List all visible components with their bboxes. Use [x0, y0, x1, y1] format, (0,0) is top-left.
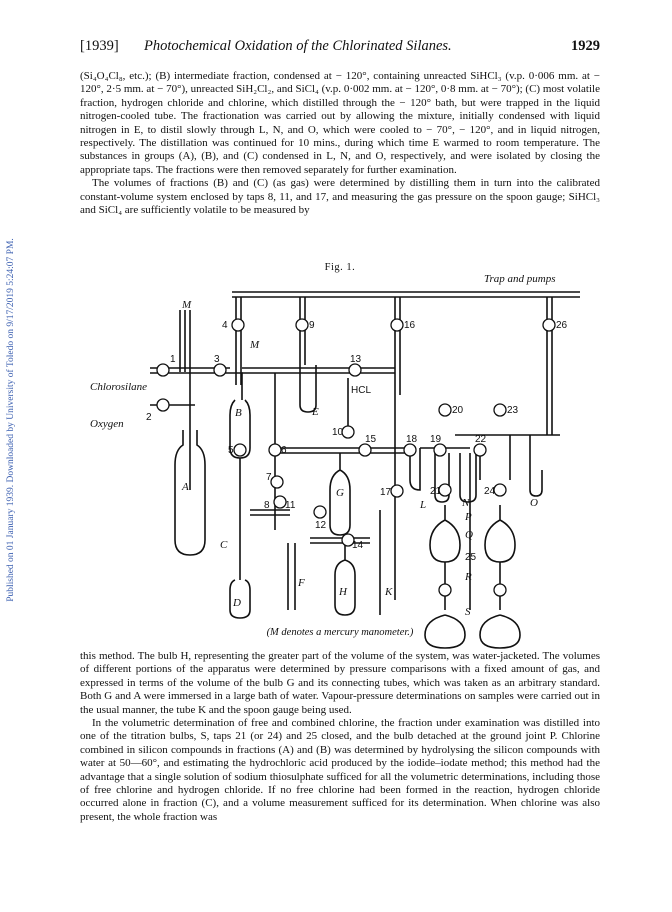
tap-24: 24	[484, 486, 496, 497]
paragraph: this method. The bulb H, representing the greater part of the volume of the system, was water-jacketed. The volumes of different portions of the apparatus were determined by pressure comparisons with a fixed amount of gas, and expressed in terms of the volume of the bulb G and its connecting tubes, which was taken as an arbitrary standard. Both G and A were immersed in a large bath of water. Vapour-pressure determinations on samples were carried out in the usual manner, the tube K and the spoon gauge being used.	[80, 650, 600, 716]
label-F: F	[298, 577, 305, 589]
tap-12: 12	[315, 520, 327, 531]
label-K: K	[385, 586, 393, 598]
apparatus-diagram	[90, 270, 600, 650]
tap-18: 18	[406, 434, 418, 445]
label-G: G	[336, 487, 344, 499]
header-year: [1939]	[80, 38, 119, 54]
tap-6: 6	[281, 445, 287, 456]
label-Q: Q	[465, 529, 473, 541]
tap-10: 10	[332, 427, 344, 438]
page-number: 1929	[571, 38, 600, 54]
tap-19: 19	[430, 434, 442, 445]
label-L: L	[420, 499, 427, 511]
label-hcl: HCL	[351, 385, 372, 396]
tap-20: 20	[452, 405, 464, 416]
download-notice: Published on 01 January 1939. Downloaded by University of Toledo on 9/17/2019 5:24:07 PM.	[6, 238, 16, 602]
label-C: C	[220, 539, 228, 551]
figure-caption: (M denotes a mercury manometer.)	[266, 627, 414, 638]
label-O: O	[530, 497, 538, 509]
label-chlorosilane: Chlorosilane	[90, 381, 148, 393]
tap-22: 22	[475, 434, 487, 445]
tap-8: 8	[264, 500, 270, 511]
tap-21: 21	[430, 486, 442, 497]
label-H: H	[339, 586, 347, 598]
tap-9: 9	[309, 320, 315, 331]
tap-16: 16	[404, 320, 416, 331]
tap-25: 25	[465, 552, 477, 563]
tap-14: 14	[352, 540, 364, 551]
tap-15: 15	[365, 434, 377, 445]
tap-17: 17	[380, 487, 392, 498]
body-text-top	[80, 70, 600, 217]
label-B: B	[235, 407, 242, 419]
label-N: N	[462, 497, 470, 509]
tap-23: 23	[507, 405, 519, 416]
paragraph: (Si₄O₄Cl₈, etc.); (B) intermediate fraction, condensed at − 120°, containing unreacted SiHCl₃ (v.p. 0·006 mm. at − 120°, 2·5 mm. at − 70°), unreacted SiH₂Cl₂, and SiCl₄ (v.p. 0·002 mm. at − 120°, 0·8 mm. at − 70°); (C) most volatile fraction, hydrogen chloride and chlorine, which distilled through the − 120° bath, but were trapped in the liquid nitrogen-cooled tube. The fractionation was carried out by allowing the mixture, initially condensed with liquid nitrogen in E, to distil slowly through L, N, and O, which were cooled to − 70°, − 120°, and in liquid nitrogen, respectively. The distillation was continued for 10 mins., during which time E warmed to room temperature. The substances in groups (A), (B), and (C) condensed in L, N, and O, respectively, and were isolated by closing the appropriate taps. The fractions were then removed separately for further examination.	[80, 70, 600, 176]
label-E: E	[312, 406, 319, 418]
header-title: Photochemical Oxidation of the Chlorinated Silanes.	[144, 38, 452, 54]
paragraph: In the volumetric determination of free and combined chlorine, the fraction under examination was distilled into one of the titration bulbs, S, taps 21 (or 24) and 25 closed, and the bulb detached at the ground joint P. Chlorine combined in silicon compounds in fractions (A) and (B) was determined by hydrolysing the silicon compounds with water at 50—60°, and estimating the hydrochloric acid produced by the iodide–iodate method; this method had the advantage that a single solution of sodium thiosulphate sufficed for all the volumetric determinations, including those of free chlorine and hydrogen chloride. If no free chlorine had been formed in the reaction, hydrogen chloride occurred alone in fraction (C), and a volume measurement sufficed for its determination. When chlorine was also present, the whole fraction was	[80, 717, 600, 823]
paragraph: The volumes of fractions (B) and (C) (as gas) were determined by distilling them in turn into the calibrated constant-volume system enclosed by taps 8, 11, and 17, and measuring the gas pressure on the spoon gauge; SiHCl₃ and SiCl₄ are sufficiently volatile to be measured by	[80, 177, 600, 217]
tap-5: 5	[228, 445, 234, 456]
tap-4: 4	[222, 320, 228, 331]
label-oxygen: Oxygen	[90, 418, 124, 430]
body-text-bottom	[80, 650, 600, 824]
label-trap: Trap and pumps	[484, 273, 556, 285]
label-A: A	[182, 481, 189, 493]
tap-11: 11	[285, 500, 296, 511]
tap-2: 2	[146, 412, 152, 423]
tap-13: 13	[350, 354, 362, 365]
label-D: D	[233, 597, 241, 609]
label-S: S	[465, 606, 471, 618]
label-R: R	[465, 571, 472, 583]
label-P: P	[465, 511, 472, 523]
label-M2: M	[250, 339, 260, 351]
tap-3: 3	[214, 354, 220, 365]
tap-1: 1	[170, 354, 176, 365]
running-header	[80, 38, 600, 58]
label-M: M	[182, 299, 192, 311]
tap-26: 26	[556, 320, 568, 331]
download-watermark	[2, 140, 20, 700]
figure-title: Fig. 1.	[324, 262, 356, 273]
tap-7: 7	[266, 472, 272, 483]
